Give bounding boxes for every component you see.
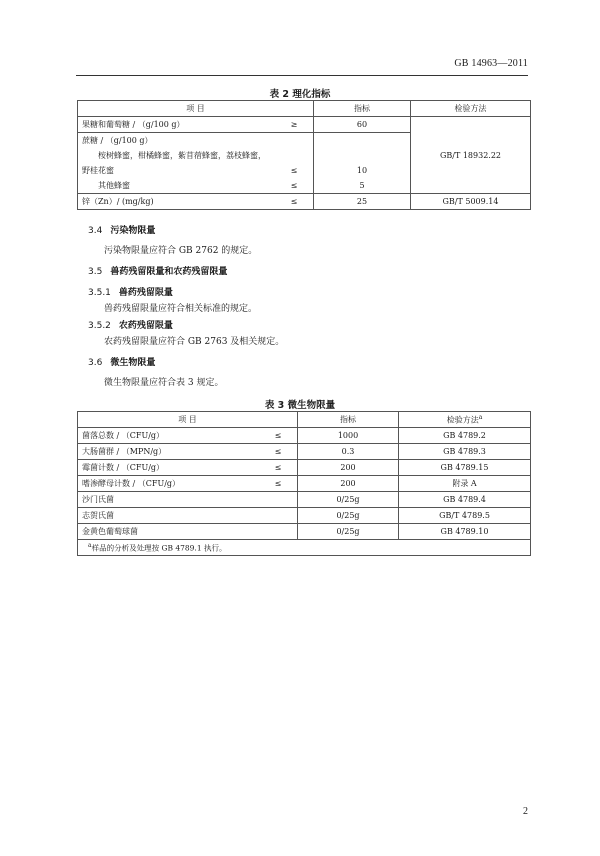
operator: ≤ (290, 165, 298, 175)
item-cell (78, 508, 298, 524)
footnote-text: 样品的分析及处理按 GB 4789.1 执行。 (91, 543, 227, 553)
section-number: 3.4 (88, 226, 103, 236)
method-cell: GB 4789.10 (399, 524, 531, 540)
item-name: 大肠菌群 / （MPN/g） (82, 447, 167, 456)
page-number: 2 (523, 806, 528, 817)
table-row (78, 460, 531, 476)
paragraph: 兽药残留限量应符合相关标准的规定。 (104, 304, 258, 314)
table2-title: 表 2 理化指标 (269, 89, 331, 100)
item-cell (78, 476, 298, 492)
section-title: 兽药残留限量和农药残留限量 (110, 267, 228, 277)
item-cell (78, 194, 314, 210)
item-cell (78, 460, 298, 476)
method-cell: GB 4789.4 (399, 492, 531, 508)
operator: ≤ (274, 431, 282, 440)
section-number: 3.6 (88, 358, 103, 368)
header-item: 项 目 (78, 412, 298, 428)
value-cell: 0.3 (298, 444, 399, 460)
value-cell: 0/25g (298, 508, 399, 524)
value-cell: 200 (298, 476, 399, 492)
value-cell (314, 133, 411, 194)
paragraph: 微生物限量应符合表 3 规定。 (104, 378, 224, 388)
section-heading-3-6 (88, 355, 155, 368)
method-cell: GB/T 4789.5 (399, 508, 531, 524)
header-value: 指标 (314, 101, 411, 117)
footnote-marker: a (88, 541, 92, 549)
header-method: 检验方法 (411, 101, 531, 117)
method-cell: GB 4789.3 (399, 444, 531, 460)
section-heading-3-4 (88, 223, 155, 236)
paragraph: 污染物限量应符合 GB 2762 的规定。 (104, 246, 258, 256)
item-name: 志贺氏菌 (82, 511, 114, 520)
operator: ≤ (290, 180, 298, 190)
value-cell: 0/25g (298, 492, 399, 508)
section-number: 3.5 (88, 267, 103, 277)
item-name: 桉树蜂蜜，柑橘蜂蜜，紫苜蓿蜂蜜，荔枝蜂蜜， (98, 150, 266, 160)
item-name: 锌（Zn）/ (mg/kg) (82, 197, 154, 206)
operator: ≤ (274, 463, 282, 472)
table-header-row (78, 412, 531, 428)
header-method (399, 412, 531, 428)
header-item: 项 目 (78, 101, 314, 117)
value-cell: 200 (298, 460, 399, 476)
operator: ≤ (274, 479, 282, 488)
item-name: 沙门氏菌 (82, 495, 114, 504)
table3-title: 表 3 微生物限量 (264, 400, 336, 411)
operator: ≥ (290, 120, 298, 129)
method-cell: GB 4789.2 (399, 428, 531, 444)
header-rule (76, 75, 528, 76)
item-cell (78, 444, 298, 460)
paragraph: 农药残留限量应符合 GB 2763 及相关规定。 (104, 337, 285, 347)
method-cell: GB/T 5009.14 (411, 194, 531, 210)
table-row (78, 508, 531, 524)
header-method-text: 检验方法 (446, 415, 479, 425)
value-cell: 60 (314, 117, 411, 133)
table-row (78, 444, 531, 460)
item-name: 其他蜂蜜 (98, 180, 130, 190)
section-heading-3-5-1 (88, 285, 173, 298)
item-name: 霉菌计数 / （CFU/g） (82, 463, 165, 472)
method-cell: GB 4789.15 (399, 460, 531, 476)
footnote-row (78, 540, 531, 556)
table-row (78, 194, 531, 210)
item-name: 嗜渗酵母计数 / （CFU/g） (82, 479, 181, 488)
section-title: 污染物限量 (110, 226, 156, 236)
value-cell: 0/25g (298, 524, 399, 540)
value: 10 (356, 166, 368, 175)
item-cell (78, 428, 298, 444)
method-cell: 附录 A (399, 476, 531, 492)
table-row (78, 524, 531, 540)
section-heading-3-5-2 (88, 318, 173, 331)
section-title: 兽药残留限量 (118, 288, 173, 298)
operator: ≤ (290, 197, 298, 206)
table-header-row (78, 101, 531, 117)
value-cell: 1000 (298, 428, 399, 444)
value-cell: 25 (314, 194, 411, 210)
section-heading-3-5 (88, 264, 227, 277)
table3-footnote (78, 540, 531, 556)
footnote-marker: a (478, 413, 483, 421)
table3-microbiological (77, 411, 531, 556)
item-name: 菌落总数 / （CFU/g） (82, 431, 165, 440)
table-row (78, 476, 531, 492)
table2-physicochemical (77, 100, 531, 210)
table-row (78, 492, 531, 508)
item-cell (78, 117, 314, 133)
item-name: 蔗糖 / （g/100 g） (82, 135, 153, 145)
item-cell (78, 133, 314, 194)
section-title: 微生物限量 (110, 358, 156, 368)
method-cell: GB/T 18932.22 (411, 117, 531, 194)
section-number: 3.5.1 (88, 288, 111, 298)
value: 5 (359, 181, 365, 190)
item-name: 金黄色葡萄球菌 (82, 527, 138, 536)
table-row (78, 428, 531, 444)
operator: ≤ (274, 447, 282, 456)
standard-number: GB 14963—2011 (454, 58, 528, 69)
table-row (78, 117, 531, 133)
item-name: 果糖和葡萄糖 / （g/100 g） (82, 120, 185, 129)
item-cell (78, 524, 298, 540)
item-cell (78, 492, 298, 508)
section-number: 3.5.2 (88, 321, 111, 331)
header-value: 指标 (298, 412, 399, 428)
item-name: 野桂花蜜 (82, 165, 114, 175)
section-title: 农药残留限量 (118, 321, 173, 331)
